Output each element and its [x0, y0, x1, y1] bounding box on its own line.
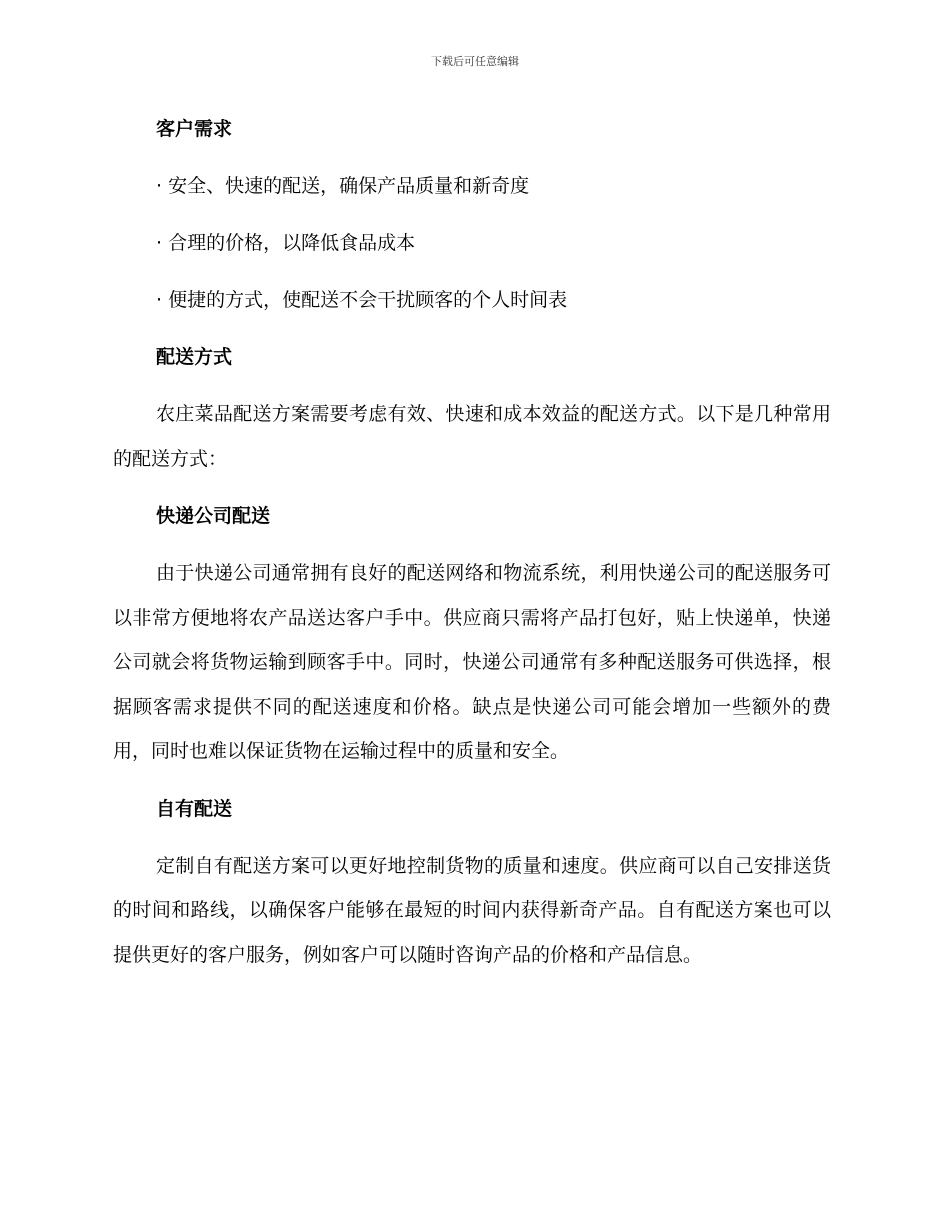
section-title-own-delivery: 自有配送	[156, 797, 233, 820]
section-title-express: 快递公司配送	[156, 505, 271, 527]
section-title-customer-needs: 客户需求	[156, 118, 233, 140]
paragraph-express: 由于快递公司通常拥有良好的配送网络和物流系统，利用快递公司的配送服务可以非常方便地将农产品送达客户手中。供应商只需将产品打包好，贴上快递单，快递公司就会将货物运输到顾客手中。同时，快递公司通常有多种配送服务可供选择，根据顾客需求提供不同的配送速度和价格。缺点是快递公司可能会增加一些额外的费用，同时也难以保证货物在运输过程中的质量和安全。	[113, 562, 831, 762]
section-title-delivery-methods: 配送方式	[156, 346, 233, 368]
paragraph-own-delivery: 定制自有配送方案可以更好地控制货物的质量和速度。供应商可以自己安排送货的时间和路线，以确保客户能够在最短的时间内获得新奇产品。自有配送方案也可以提供更好的客户服务，例如客户可以随时咨询产品的价格和产品信息。	[113, 854, 831, 966]
bullet-item: · 便捷的方式，使配送不会干扰顾客的个人时间表	[156, 289, 568, 311]
page-header: 下载后可任意编辑	[431, 55, 519, 68]
document-body	[113, 107, 831, 990]
bullet-item: · 合理的价格，以降低食品成本	[156, 232, 416, 254]
paragraph-delivery-intro: 农庄菜品配送方案需要考虑有效、快速和成本效益的配送方式。以下是几种常用的配送方式：	[113, 403, 831, 470]
bullet-item: · 安全、快速的配送，确保产品质量和新奇度	[156, 175, 530, 197]
